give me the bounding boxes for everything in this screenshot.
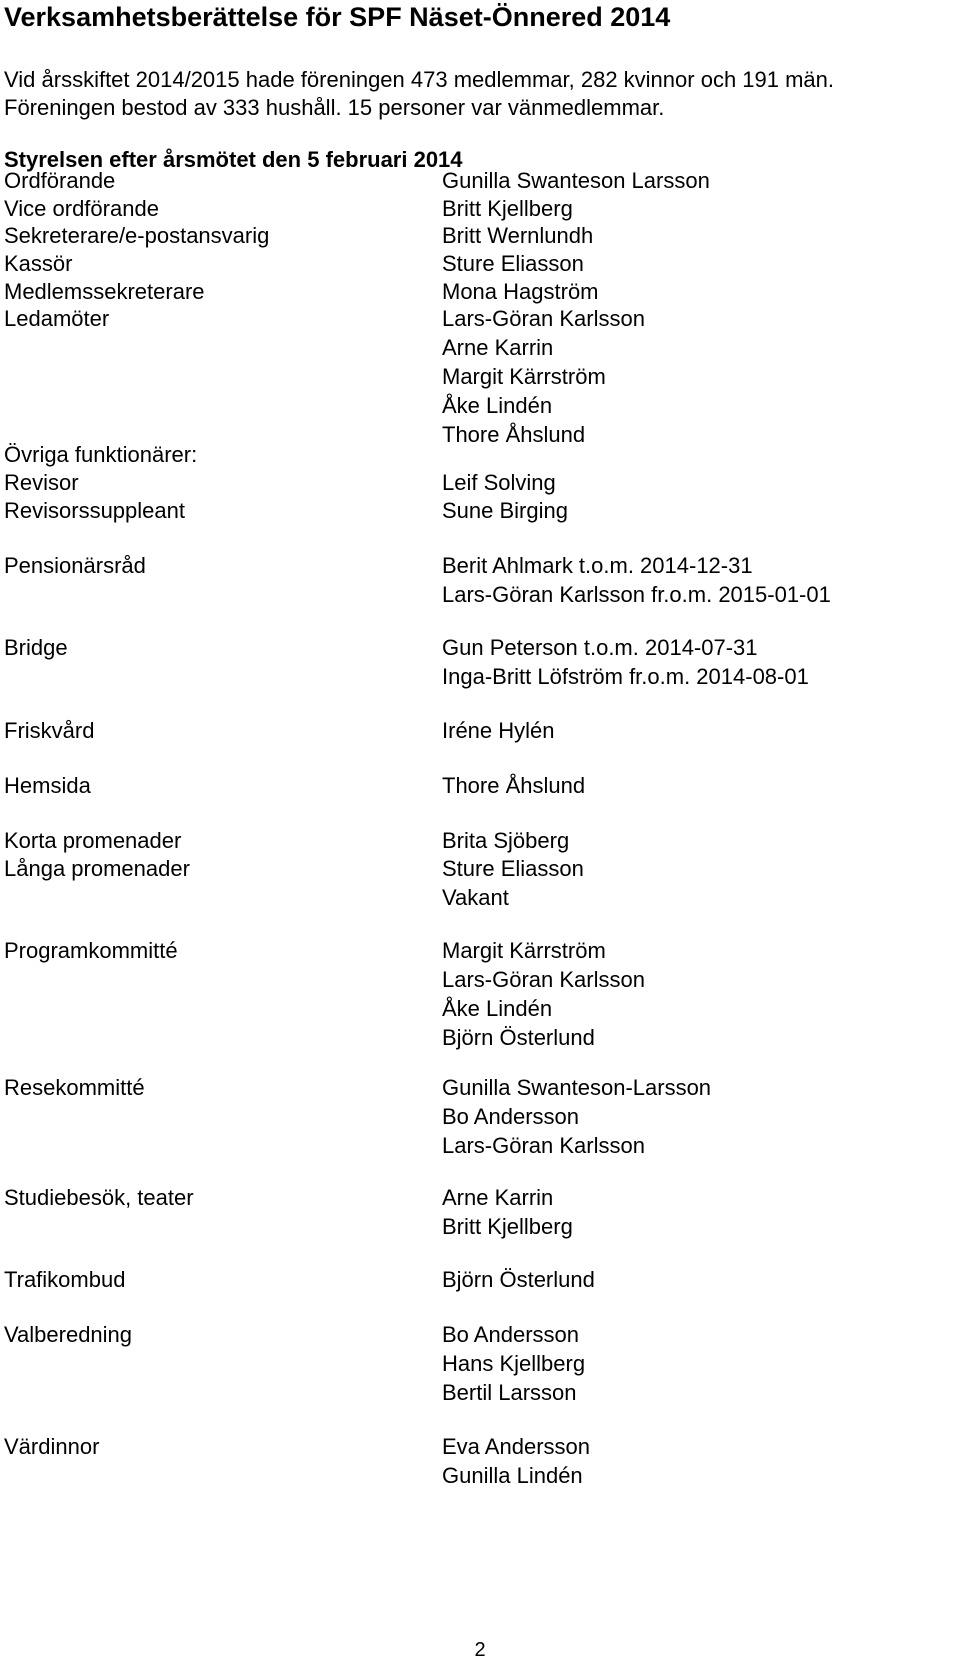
role-names: [442, 827, 569, 856]
role-label: Valberedning: [4, 1322, 133, 1347]
person-name: Brita Sjöberg: [442, 828, 570, 853]
person-name: Thore Åhslund: [442, 773, 586, 798]
role-label: Pensionärsråd: [4, 553, 146, 578]
page-number: 2: [474, 1639, 486, 1661]
role-names: [442, 1321, 585, 1408]
person-name: Sture Eliasson: [442, 856, 584, 881]
person-name: Margit Kärrström: [442, 938, 606, 963]
role-label: Resekommitté: [4, 1075, 145, 1100]
person-name: Iréne Hylén: [442, 718, 555, 743]
intro-paragraph: [4, 66, 834, 122]
person-name: Åke Lindén: [442, 996, 553, 1021]
person-name: Thore Åhslund: [442, 422, 586, 447]
role-names: [442, 469, 556, 498]
role-names: [442, 855, 584, 913]
person-name: Gunilla Swanteson Larsson: [442, 168, 710, 193]
person-name: Björn Österlund: [442, 1025, 595, 1050]
role-label: Korta promenader: [4, 828, 182, 853]
person-name: Arne Karrin: [442, 1185, 554, 1210]
person-name: Sune Birging: [442, 498, 568, 523]
role-names: [442, 1074, 711, 1161]
person-name: Bertil Larsson: [442, 1380, 577, 1405]
person-name: Mona Hagström: [442, 279, 599, 304]
role-label: Långa promenader: [4, 856, 190, 881]
role-names: [442, 717, 555, 746]
person-name: Lars-Göran Karlsson: [442, 967, 645, 992]
role-label: Revisorssuppleant: [4, 498, 185, 523]
role-label: Ordförande: [4, 168, 116, 193]
person-name: Margit Kärrström: [442, 364, 606, 389]
role-names: [442, 250, 584, 279]
person-name: Gun Peterson t.o.m. 2014-07-31: [442, 635, 758, 660]
role-label: Vice ordförande: [4, 196, 159, 221]
role-label: Hemsida: [4, 773, 91, 798]
person-name: Gunilla Swanteson-Larsson: [442, 1075, 712, 1100]
role-label: Studiebesök, teater: [4, 1185, 194, 1210]
board-heading: Styrelsen efter årsmötet den 5 februari 2014: [4, 147, 463, 172]
role-names: [442, 497, 568, 526]
person-name: Bo Andersson: [442, 1104, 579, 1129]
page-title: Verksamhetsberättelse för SPF Näset-Önnered 2014: [4, 2, 671, 32]
person-name: Eva Andersson: [442, 1434, 590, 1459]
role-names: [442, 167, 710, 196]
person-name: Berit Ahlmark t.o.m. 2014-12-31: [442, 553, 753, 578]
person-name: Lars-Göran Karlsson fr.o.m. 2015-01-01: [442, 582, 831, 607]
role-label: Kassör: [4, 251, 73, 276]
role-names: [442, 1184, 573, 1242]
person-name: Britt Kjellberg: [442, 196, 573, 221]
role-label: Sekreterare/e-postansvarig: [4, 223, 270, 248]
role-label: Revisor: [4, 470, 79, 495]
person-name: Inga-Britt Löfström fr.o.m. 2014-08-01: [442, 664, 809, 689]
person-name: Leif Solving: [442, 470, 556, 495]
person-name: Åke Lindén: [442, 393, 553, 418]
role-names: [442, 195, 573, 224]
role-label: Bridge: [4, 635, 68, 660]
role-names: [442, 772, 585, 801]
role-label: Värdinnor: [4, 1434, 100, 1459]
role-label: Medlemssekreterare: [4, 279, 205, 304]
person-name: Lars-Göran Karlsson: [442, 1133, 645, 1158]
role-label: Ledamöter: [4, 306, 110, 331]
person-name: Björn Österlund: [442, 1267, 595, 1292]
role-names: [442, 552, 831, 610]
role-label: Programkommitté: [4, 938, 178, 963]
intro-line: Vid årsskiftet 2014/2015 hade föreningen 473 medlemmar, 282 kvinnor och 191 män.: [4, 67, 835, 92]
role-label: Friskvård: [4, 718, 95, 743]
person-name: Gunilla Lindén: [442, 1463, 583, 1488]
role-label: Trafikombud: [4, 1267, 126, 1292]
person-name: Bo Andersson: [442, 1322, 579, 1347]
role-names: [442, 222, 593, 251]
person-name: Arne Karrin: [442, 335, 554, 360]
person-name: Britt Kjellberg: [442, 1214, 573, 1239]
person-name: Lars-Göran Karlsson: [442, 306, 645, 331]
person-name: Britt Wernlundh: [442, 223, 594, 248]
role-names: [442, 278, 599, 307]
intro-line: Föreningen bestod av 333 hushåll. 15 personer var vänmedlemmar.: [4, 95, 665, 120]
role-names: [442, 305, 645, 450]
role-names: [442, 1433, 590, 1491]
role-names: [442, 937, 645, 1053]
person-name: Vakant: [442, 885, 509, 910]
role-label: Övriga funktionärer:: [4, 442, 198, 467]
person-name: Sture Eliasson: [442, 251, 584, 276]
role-names: [442, 634, 809, 692]
role-names: [442, 1266, 595, 1295]
person-name: Hans Kjellberg: [442, 1351, 586, 1376]
